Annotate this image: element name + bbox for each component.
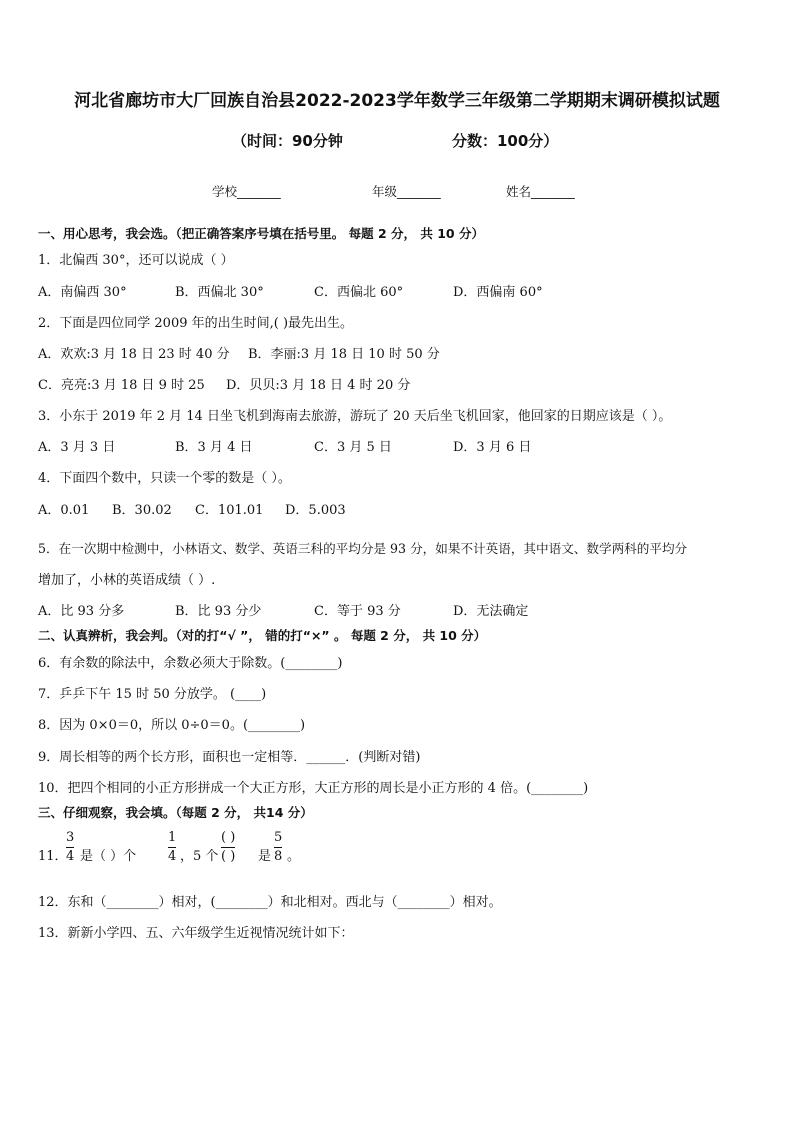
section-1-heading: 一、用心思考，我会选。（把正确答案序号填在括号里。 每题 2 分， 共 10 分） [38, 226, 484, 241]
q1-option-a: A．南偏西 30° [38, 285, 127, 300]
q1-option-d: D．西偏南 60° [453, 285, 543, 300]
q11-fraction-3-4 [66, 830, 74, 865]
section-2-heading: 二、认真辨析，我会判。（对的打“√ ”， 错的打“×” 。 每题 2 分， 共 10 分） [38, 628, 487, 643]
q4-option-b: B．30.02 [112, 503, 172, 518]
q11-text-3: 是 [258, 849, 272, 864]
q11-prefix: 11． [38, 849, 68, 864]
question-13: 13．新新小学四、五、六年级学生近视情况统计如下： [38, 926, 354, 941]
q3-option-a: A．3 月 3 日 [38, 440, 116, 455]
question-10: 10．把四个相同的小正方形拼成一个大正方形，大正方形的周长是小正方形的 4 倍。(________) [38, 781, 589, 796]
q3-option-c: C．3 月 5 日 [314, 440, 392, 455]
question-9: 9．周长相等的两个长方形，面积也一定相等．______．(判断对错) [38, 750, 421, 765]
q2-option-c: C．亮亮:3 月 18 日 9 时 25 [38, 378, 205, 393]
q5-option-d: D．无法确定 [453, 604, 529, 619]
q3-option-d: D．3 月 6 日 [453, 440, 532, 455]
q11-fraction-5-8 [274, 830, 282, 865]
q11-f4-numerator: 5 [274, 830, 283, 845]
question-4: 4．下面四个数中，只读一个零的数是（ ）。 [38, 471, 291, 486]
q5-option-c: C．等于 93 分 [314, 604, 401, 619]
q11-f2-denominator: 4 [168, 849, 177, 864]
grade-field: 年级_______ [372, 184, 441, 199]
fraction-bar [274, 847, 282, 848]
question-7: 7．乒乒下午 15 时 50 分放学。 (____) [38, 687, 267, 702]
fraction-bar [66, 847, 74, 848]
q11-fraction-1-4 [168, 830, 176, 865]
fraction-bar [221, 847, 235, 848]
q4-option-c: C．101.01 [195, 503, 264, 518]
q1-option-c: C．西偏北 60° [314, 285, 404, 300]
q11-end: 。 [287, 849, 301, 864]
q11-f1-numerator: 3 [66, 830, 75, 845]
question-5-line-2: 增加了，小林的英语成绩（ ）. [38, 573, 216, 588]
question-12: 12．东和（________）相对，(________）和北相对。西北与（________）相对。 [38, 895, 502, 910]
q11-text-2: ，5 个 [180, 849, 219, 864]
exam-score: 分数：100分） [452, 132, 559, 150]
exam-time: （时间：90分钟 [232, 132, 343, 150]
question-2: 2．下面是四位同学 2009 年的出生时间,( )最先出生。 [38, 316, 354, 331]
q11-f3-numerator-blank: ( ) [221, 830, 236, 845]
question-5-line-1: 5．在一次期中检测中，小林语文、数学、英语三科的平均分是 93 分，如果不计英语，其中语文、数学两科的平均分 [38, 541, 688, 556]
q11-f1-denominator: 4 [66, 849, 75, 864]
q11-fraction-blank [221, 830, 235, 865]
q11-f2-numerator: 1 [168, 830, 177, 845]
page-title: 河北省廊坊市大厂回族自治县2022-2023学年数学三年级第二学期期末调研模拟试题 [74, 91, 720, 111]
question-1: 1．北偏西 30°，还可以说成（ ） [38, 253, 234, 268]
q2-option-d: D．贝贝:3 月 18 日 4 时 20 分 [226, 378, 411, 393]
question-6: 6．有余数的除法中，余数必须大于除数。(________) [38, 656, 343, 671]
q3-option-b: B．3 月 4 日 [175, 440, 253, 455]
q11-text-1: 是（ ）个 [80, 849, 137, 864]
q1-option-b: B．西偏北 30° [175, 285, 264, 300]
question-8: 8．因为 0×0＝0，所以 0÷0＝0。(________) [38, 718, 306, 733]
name-field: 姓名_______ [506, 184, 575, 199]
q2-option-b: B．李丽:3 月 18 日 10 时 50 分 [248, 347, 440, 362]
q11-f3-denominator-blank: ( ) [221, 849, 236, 864]
q4-option-d: D．5.003 [285, 503, 346, 518]
q5-option-a: A．比 93 分多 [38, 604, 125, 619]
school-field: 学校_______ [212, 184, 281, 199]
q11-f4-denominator: 8 [274, 849, 283, 864]
q5-option-b: B．比 93 分少 [175, 604, 262, 619]
q4-option-a: A．0.01 [38, 503, 90, 518]
section-3-heading: 三、仔细观察，我会填。（每题 2 分， 共14 分） [38, 805, 313, 820]
question-3: 3．小东于 2019 年 2 月 14 日坐飞机到海南去旅游，游玩了 20 天后坐飞机回家，他回家的日期应该是（ ）。 [38, 409, 672, 424]
fraction-bar [168, 847, 176, 848]
q2-option-a: A．欢欢:3 月 18 日 23 时 40 分 [38, 347, 230, 362]
